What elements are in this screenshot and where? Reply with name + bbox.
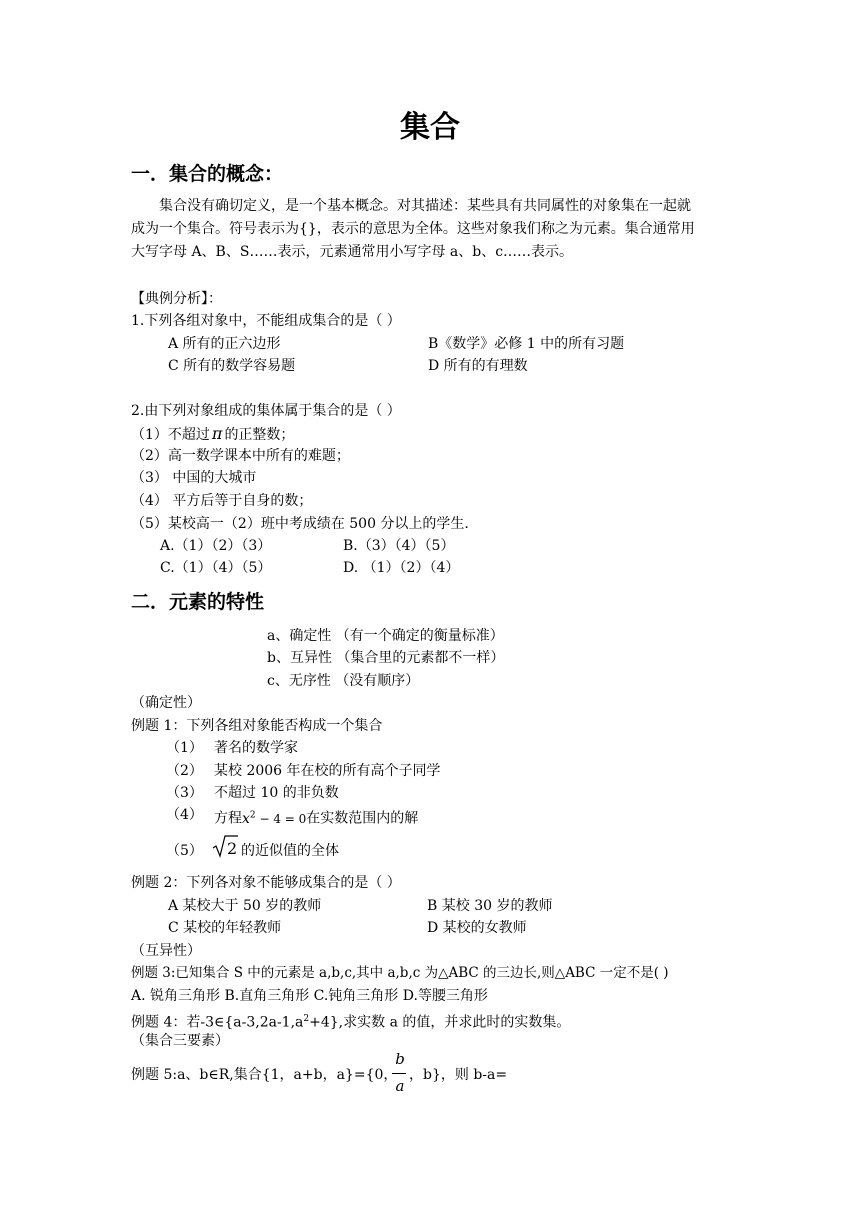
intro-paragraph-line-2: 成为一个集合。符号表示为{}，表示的意思为全体。这些对象我们称之为元素。集合通常用 <box>131 221 695 237</box>
example-1-item-4 <box>214 806 418 828</box>
example-4-exponent: 2 <box>303 1014 310 1024</box>
section-heading-concept: 一．集合的概念： <box>131 163 284 185</box>
example-1-num-4: （4） <box>166 807 203 823</box>
fraction-denominator: a <box>395 1077 405 1095</box>
question-2-option-b: B.（3）（4）（5） <box>343 538 455 554</box>
page-title: 集合 <box>400 110 460 145</box>
example-2-option-a: A 某校大于 50 岁的教师 <box>168 898 322 914</box>
example-1-num-2: （2） <box>166 763 203 779</box>
question-2-stem: 2.由下列对象组成的集体属于集合的是（ ） <box>131 403 401 419</box>
variable-x: x <box>242 810 250 827</box>
example-1-stem: 例题 1：下列各组对象能否构成一个集合 <box>131 718 383 734</box>
example-1-item-3: 不超过 10 的非负数 <box>214 785 339 801</box>
intro-paragraph-line-1: 集合没有确切定义，是一个基本概念。对其描述：某些具有共同属性的对象集在一起就 <box>159 198 691 214</box>
equation-rest: − 4 = 0 <box>255 811 307 826</box>
radicand: 2 <box>227 839 238 858</box>
example-1-item-1: 著名的数学家 <box>214 740 298 756</box>
example-4-post: +4},求实数 a 的值，并求此时的实数集。 <box>309 1014 571 1031</box>
fraction-numerator: b <box>395 1050 405 1068</box>
question-2-item-2: （2）高一数学课本中所有的难题； <box>131 448 350 464</box>
example-5-pre: 例题 5:a、b∈R,集合{1，a+b，a}={0， <box>131 1067 398 1083</box>
example-analysis-label: 【典例分析】： <box>131 291 222 307</box>
question-1-stem: 1.下列各组对象中，不能组成集合的是（ ） <box>131 313 401 329</box>
example-1-num-1: （1） <box>166 740 203 756</box>
section-heading-element-properties: 二．元素的特性 <box>131 591 265 613</box>
example-1-item-4-pre: 方程 <box>214 810 242 827</box>
example-2-stem: 例题 2：下列各对象不能够成集合的是（ ） <box>131 875 401 891</box>
tag-determinacy: （确定性） <box>131 695 201 711</box>
question-2-item-1 <box>131 425 294 444</box>
question-2-item-1-post: 的正整数； <box>224 427 295 443</box>
example-1-item-2: 某校 2006 年在校的所有高个子同学 <box>214 763 441 779</box>
question-1-option-a: A 所有的正六边形 <box>168 336 281 352</box>
intro-paragraph-line-3: 大写字母 A、B、S……表示，元素通常用小写字母 a、b、c……表示。 <box>131 244 574 260</box>
example-4 <box>131 1010 570 1032</box>
question-2-item-4: （4） 平方后等于自身的数； <box>131 493 313 509</box>
question-2-option-c: C.（1）（4）（5） <box>160 560 272 576</box>
property-distinctness: b、互异性 （集合里的元素都不一样） <box>267 650 505 666</box>
example-2-option-d: D 某校的女教师 <box>427 920 527 936</box>
question-1-option-b: B《数学》必修 1 中的所有习题 <box>428 336 625 352</box>
pi-symbol: π <box>211 424 223 443</box>
tag-distinctness: （互异性） <box>131 943 201 959</box>
equation <box>242 811 306 827</box>
example-5-post: ，b}，则 b-a= <box>409 1067 508 1083</box>
example-1-item-4-post: 在实数范围内的解 <box>306 810 419 827</box>
property-determinacy: a、确定性 （有一个确定的衡量标准） <box>267 628 504 644</box>
example-3-options: A. 锐角三角形 B.直角三角形 C.钝角三角形 D.等腰三角形 <box>131 988 488 1004</box>
question-1-option-d: D 所有的有理数 <box>428 358 528 374</box>
tag-three-elements: （集合三要素） <box>131 1033 229 1049</box>
example-2-option-c: C 某校的年轻教师 <box>168 920 282 936</box>
exponent: 2 <box>249 810 256 820</box>
example-1-num-5: （5） <box>166 843 203 859</box>
property-unordered: c、无序性 （没有顺序） <box>267 673 420 689</box>
question-2-option-a: A.（1）（2）（3） <box>160 538 272 554</box>
question-2-item-3: （3） 中国的大城市 <box>131 470 257 486</box>
example-3-stem: 例题 3:已知集合 S 中的元素是 a,b,c,其中 a,b,c 为△ABC 的三边长,则△ABC 一定不是( ) <box>131 965 669 981</box>
question-2-option-d: D. （1）（2）（4） <box>343 560 460 576</box>
question-2-item-1-pre: （1）不超过 <box>131 427 210 443</box>
example-1-item-5-post: 的近似值的全体 <box>241 843 339 859</box>
example-2-option-b: B 某校 30 岁的教师 <box>427 898 553 914</box>
question-1-option-c: C 所有的数学容易题 <box>168 358 296 374</box>
question-2-item-5: （5）某校高一（2）班中考成绩在 500 分以上的学生. <box>131 516 469 532</box>
example-1-num-3: （3） <box>166 785 203 801</box>
example-4-pre: 例题 4：若-3∈{a-3,2a-1,a <box>131 1014 304 1031</box>
fraction-bar <box>392 1073 406 1074</box>
